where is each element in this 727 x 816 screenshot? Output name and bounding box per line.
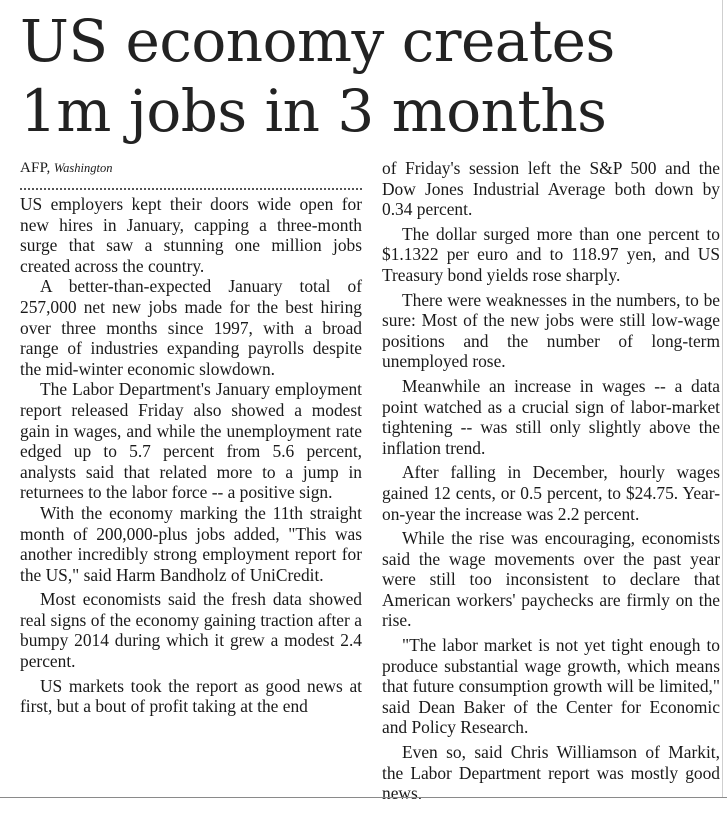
article-paragraph: Most economists said the fresh data showed real signs of the economy gaining traction after a bumpy 2014 during which it grew a modest 2.4 percent. — [20, 589, 362, 672]
article-paragraph: US markets took the report as good news at first, but a bout of profit taking at the end — [20, 675, 362, 717]
article-paragraph: US employers kept their doors wide open for new hires in January, capping a three-month surge that saw a stunning one million jobs created across the country. — [20, 194, 362, 276]
article-paragraph: The dollar surged more than one percent to $1.1322 per euro and to 118.97 yen, and US Treasury bond yields rose sharply. — [382, 223, 720, 285]
article-paragraph: A better-than-expected January total of 257,000 net new jobs made for the best hiring over three months since 1997, with a broad range of industries expanding payrolls despite the mid-winter economic slowdown. — [20, 276, 362, 379]
bottom-rule — [0, 797, 727, 798]
article-paragraph: There were weaknesses in the numbers, to be sure: Most of the new jobs were still low-wage positions and the number of long-term unemployed rose. — [382, 289, 720, 372]
article-paragraph: Even so, said Chris Williamson of Markit, the Labor Department report was mostly good news. — [382, 742, 720, 804]
article-paragraph: The Labor Department's January employment report released Friday also showed a modest gain in wages, and while the unemployment rate edged up to 5.7 percent from 5.6 percent, analysts said that related more to a jump in returnees to the labor force -- a positive sign. — [20, 379, 362, 503]
byline-dateline: Washington — [53, 161, 113, 175]
article-column-right — [382, 158, 720, 804]
article-paragraph: Meanwhile an increase in wages -- a data point watched as a crucial sign of labor-market tightening -- was still only slightly above the inflation trend. — [382, 375, 720, 458]
article-column-left — [20, 158, 362, 717]
clipping-edge — [722, 0, 723, 797]
byline-divider — [20, 188, 362, 190]
article-paragraph-continued: of Friday's session left the S&P 500 and the Dow Jones Industrial Average both down by 0.34 percent. — [382, 158, 720, 220]
article-paragraph: With the economy marking the 11th straight month of 200,000-plus jobs added, "This was another incredibly strong employment report for the US," said Harm Bandholz of UniCredit. — [20, 502, 362, 585]
byline-agency: AFP, — [20, 160, 51, 176]
article-paragraph: After falling in December, hourly wages gained 12 cents, or 0.5 percent, to $24.75. Year-on-year the increase was 2.2 percent. — [382, 462, 720, 524]
article-paragraph: "The labor market is not yet tight enough to produce substantial wage growth, which means that future consumption growth will be limited," said Dean Baker of the Center for Economic and Policy Research. — [382, 635, 720, 738]
byline — [20, 158, 362, 178]
headline: US economy creates 1m jobs in 3 months — [20, 7, 615, 145]
article-paragraph: While the rise was encouraging, economists said the wage movements over the past year were still too inconsistent to declare that American workers' paychecks are firmly on the rise. — [382, 528, 720, 631]
